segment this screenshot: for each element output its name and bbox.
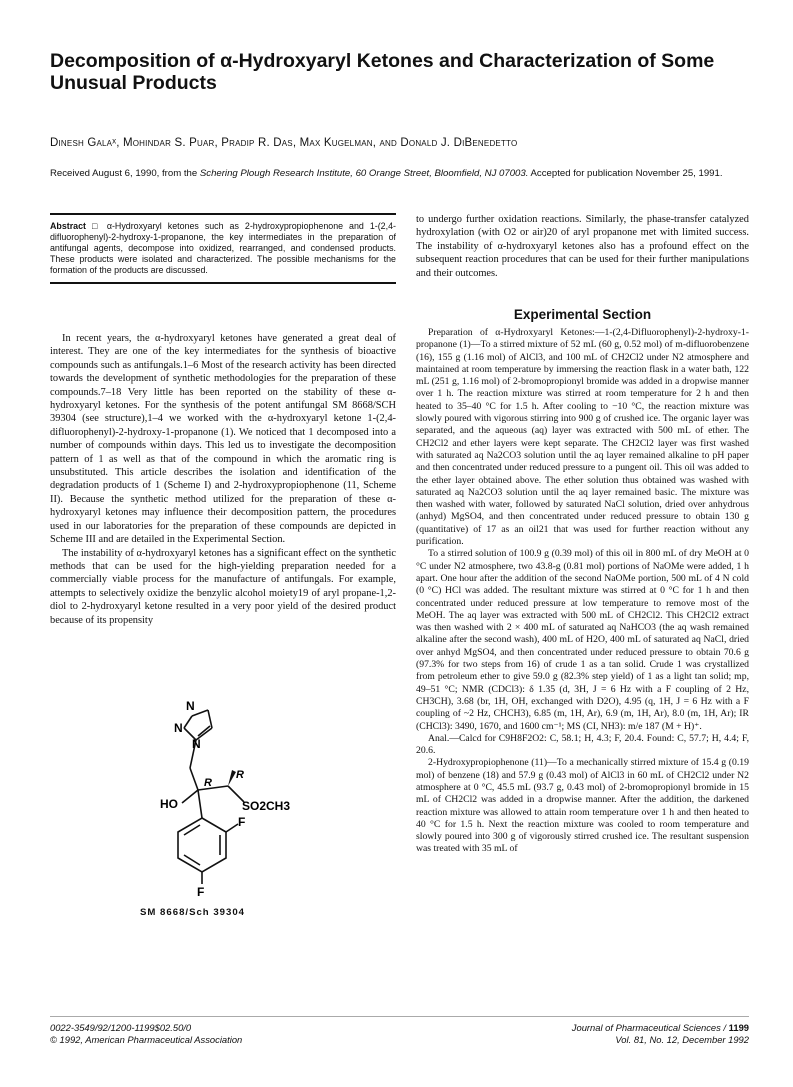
section-heading-experimental: Experimental Section	[513, 307, 652, 322]
footer-volume: Vol. 81, No. 12, December 1992	[615, 1034, 749, 1045]
atom-n-top: N	[186, 699, 195, 713]
atom-hydroxyl: HO	[160, 797, 178, 811]
footer-copyright	[50, 1022, 390, 1046]
abstract-text: α-Hydroxyaryl ketones such as 2-hydroxypropiophenone and 1-(2,4-difluorophenyl)-2-hydroxy-1-propanone, the key intermediates in the preparation of antifungal agents, decompose into oxidized, rearranged, and condensed products. These products were isolated and characterized. The possible mechanisms for the formation of the products are discussed.	[50, 221, 396, 275]
author-list: Dinesh Galaˣ, Mohindar S. Puar, Pradip R. Das, Max Kugelman, and Donald J. DiBenedetto	[50, 137, 518, 149]
received-prefix: Received August 6, 1990, from the	[50, 168, 200, 179]
triazole-ring	[184, 710, 212, 740]
wedge-bond	[228, 770, 236, 786]
intro-paragraph-1: In recent years, the α-hydroxyaryl ketones have generated a great deal of interest. They are one of the key intermediates for the synthesis of bioactive compounds such as antifungals.1–6 Most of the research activity has been directed towards the development of synthetic methodologies for the preparation of these compounds.7–18 Very little has been reported on the stability of these α-hydroxyaryl ketones. For the synthesis of the potent antifungal SM 8668/SCH 39304 (see structure),1–4 we worked with the α-hydroxyaryl ketone 1-(2,4-difluorophenyl)-2-hydroxy-1-propanone (1). We noticed that 1 decomposed into a number of compounds within days. This led us to investigate the decomposition pattern of 1 as well as that of the compound in which the aromatic ring is unsubstituted. This article describes the isolation and identification of the degradation products of 1 (Scheme I) and 2-hydroxypropiophenone (11, Scheme II). Because the synthetic method utilized for the preparation of these α-hydroxyaryl ketones may influence their decomposition pattern, the procedures used in our laboratories for the preparation of these compounds are depicted in Scheme III and are detailed in the Experimental Section.	[50, 333, 396, 546]
structure-caption: SM 8668/Sch 39304	[140, 907, 246, 918]
footer-publisher: © 1992, American Pharmaceutical Association	[50, 1034, 243, 1045]
abstract-box	[50, 213, 396, 284]
experimental-paragraph-2: To a stirred solution of 100.9 g (0.39 mol) of this oil in 800 mL of dry MeOH at 0 °C under N2 atmosphere, two 43.8-g (0.81 mol) portions of NaOMe were added, 1 h apart. One hour after the addition of the second NaOMe portion, 500 mL of 4 N cold (0 °C) HCl was added. The resultant mixture was stirred at 0 °C for 1 h and then concentrated under reduced pressure at low temperature to remove most of the MeOH. The aq layer was extracted with 500 mL of CH2Cl2. This CH2Cl2 extract was then washed with 2 × 400 mL of saturated aq NaHCO3 (the aq wash remained alkaline after the second wash), 400 mL of H2O, 400 mL of saturated aq NaCl, dried over anhyd MgSO4, and then concentrated under reduced pressure to obtain 70.6 g (97.3% for two steps from 16) of crude 1 as a tan solid. Crude 1 was crystallized from petroleum ether to give 59.0 g (82.3% step yield) of 1 as a light tan solid; mp, 49–51 °C; NMR (CDCl3): δ 1.35 (d, 3H, J = 6 Hz with a F coupling of 2 Hz, CH3CH), 3.68 (br, 1H, OH, exchanged with D2O), 4.95 (q, 1H, J = 6 Hz with a F coupling of ~2 Hz, CHCH3), 6.85 (m, 1H, Ar), 6.9 (m, 1H, Ar), 8.0 (m, 1H, Ar); IR (CHCl3): 3490, 1670, and 1600 cm⁻¹; MS (CI, NH3): m/e 187 (M + H)⁺.	[416, 548, 749, 732]
stereo-label-2: R	[236, 769, 244, 781]
atom-fluorine-ortho: F	[238, 815, 246, 829]
experimental-paragraph-3: Anal.—Calcd for C9H8F2O2: C, 58.1; H, 4.3; F, 20.4. Found: C, 57.7; H, 4.4; F, 20.6.	[416, 732, 749, 757]
atom-n-ring: N	[192, 737, 201, 751]
page-number: 1199	[728, 1022, 749, 1033]
intro-continuation: to undergo further oxidation reactions. Similarly, the phase-transfer catalyzed hydroxylation (with O2 or air)20 of aryl propanone met with limited success. The instability of α-hydroxyaryl ketones also has a profound effect on the subsequent reaction procedures that can be used for their further manipulations and their outcomes.	[416, 214, 749, 279]
abstract	[50, 221, 396, 276]
chemical-structure	[130, 698, 310, 898]
stereo-label-1: R	[204, 777, 212, 789]
footer-code: 0022-3549/92/1200-1199$02.50/0	[50, 1022, 192, 1033]
experimental-paragraph-1: Preparation of α-Hydroxyaryl Ketones:—1-(2,4-Difluorophenyl)-2-hydroxy-1-propanone (1)—To a stirred mixture of 52 mL (60 g, 0.52 mol) of m-difluorobenzene (16), 155 g (1.16 mol) of AlCl3, and 100 mL of CH2Cl2 under N2 atmosphere and maintained at room temperature by immersing the reaction flask in a water bath, 122 mL (251 g, 1.16 mol) of 2-bromopropionyl bromide was added in a dropwise manner over 1 h. The reaction mixture was stirred at room temperature for 2 h and then heated to 35–40 °C for 1.5 h. After cooling to −10 °C, the reaction mixture was slowly poured with vigorous stirring into 900 g of crushed ice. The organic layer was separated, and the aqueous (aq) layer was extracted with 500 mL of ether. The CH2Cl2 and ether layers were kept separate. The CH2Cl2 layer was first washed with saturated aq Na2CO3 solution until the aq layer remained alkaline to pH paper and then concentrated under reduced pressure to a pungent oil. This oil was added to the ether layer obtained above. The ether solution thus obtained was washed with saturated aq Na2CO3 solution until the aq layer remained basic. The mixture was then washed with water, followed by saturated NaCl solution, dried over anhydrous (anhyd) MgSO4, and then concentrated under reduced pressure to obtain 130 g (quantitative) of 17 as an oil21 that was used for further reaction without any purification.	[416, 327, 749, 548]
intro-paragraph-2: The instability of α-hydroxyaryl ketones has a significant effect on the synthetic methods that can be used for the high-yielding preparation needed for a commercially viable process for the manufacture of antifungals. For example, attempts to selectively oxidize the benzylic alcohol moiety19 of aryl propane-1,2-diol to 2-hydroxyaryl ketone resulted in a very poor yield of the desired product because of its propensity	[50, 547, 396, 626]
experimental-paragraph-4: 2-Hydroxypropiophenone (11)—To a mechanically stirred mixture of 15.4 g (0.19 mol) of benzene (18) and 57.9 g (0.43 mol) of AlCl3 in 60 mL of CH2Cl2 under N2 atmosphere at 0 °C, 45.5 mL (93.7 g, 0.43 mol) of 2-bromopropionyl bromide in 15 mL of CH2Cl2 was added in a dropwise manner. After the addition, the darkened reaction mixture was allowed to attain room temperature over 1 h and then heated to 40 °C for 1.5 h. Next the reaction mixture was cooled to room temperature and slowly poured into 300 g of vigorously stirred crushed ice. The resultant suspension was treated with 35 mL of	[416, 757, 749, 855]
intro-column	[50, 332, 396, 627]
affiliation: Schering Plough Research Institute, 60 Orange Street, Bloomfield, NJ 07003.	[199, 168, 529, 179]
abstract-label: Abstract □	[50, 221, 101, 231]
footer-journal-line	[535, 1022, 749, 1034]
atom-fluorine-para: F	[197, 885, 205, 898]
received-line	[50, 168, 750, 180]
accepted-date: Accepted for publication November 25, 1991.	[528, 168, 723, 179]
article-title: Decomposition of α-Hydroxyaryl Ketones and Characterization of Some Unusual Products	[50, 50, 715, 94]
experimental-column	[416, 327, 749, 856]
journal-name: Journal of Pharmaceutical Sciences /	[571, 1022, 729, 1033]
backbone-bonds	[182, 740, 244, 818]
benzene-ring	[178, 818, 238, 884]
footer-journal	[535, 1022, 749, 1046]
atom-n-left: N	[174, 721, 183, 735]
sulfonyl-group: SO2CH3	[242, 799, 291, 813]
footer-divider	[50, 1016, 749, 1017]
